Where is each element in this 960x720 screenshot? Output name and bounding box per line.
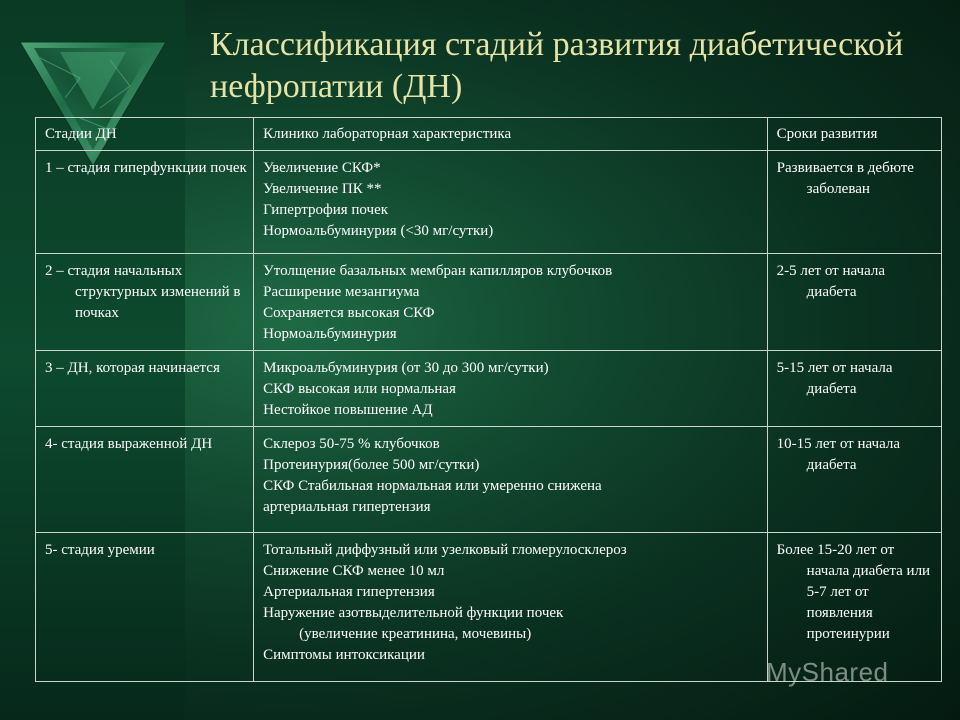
header-stages: Стадии ДН	[36, 118, 254, 151]
timing-cell: 10-15 лет от начала диабета	[767, 427, 941, 533]
timing-cell: Более 15-20 лет от начала диабета или 5-7 лет от появления протеинурии	[767, 533, 941, 682]
stage-cell: 2 – стадия начальных структурных изменений в почках	[36, 254, 254, 351]
table-row	[36, 151, 942, 254]
table-row	[36, 427, 942, 533]
stage-cell: 5- стадия уремии	[36, 533, 254, 682]
timing-cell: 2-5 лет от начала диабета	[767, 254, 941, 351]
header-characteristics: Клинико лабораторная характеристика	[254, 118, 768, 151]
stages-table	[35, 117, 942, 682]
table-row	[36, 351, 942, 427]
timing-cell: Развивается в дебюте заболеван	[767, 151, 941, 254]
characteristics-cell: Тотальный диффузный или узелковый гломерулосклероз Снижение СКФ менее 10 мл Артериальная гипертензия Наружение азотвыделительной функции почек (увеличение креатинина, мочевины) Симптомы интоксикации	[254, 533, 768, 682]
stage-cell: 3 – ДН, которая начинается	[36, 351, 254, 427]
timing-cell: 5-15 лет от начала диабета	[767, 351, 941, 427]
characteristics-cell: Склероз 50-75 % клубочков Протеинурия(более 500 мг/сутки) СКФ Стабильная нормальная или умеренно снижена артериальная гипертензия	[254, 427, 768, 533]
table-header-row	[36, 118, 942, 151]
slide-title: Классификация стадий развития диабетической нефропатии (ДН)	[210, 26, 904, 105]
table-row	[36, 254, 942, 351]
characteristics-cell: Утолщение базальных мембран капилляров клубочков Расширение мезангиума Сохраняется высокая СКФ Нормоальбуминурия	[254, 254, 768, 351]
characteristics-cell: Увеличение СКФ* Увеличение ПК ** Гипертрофия почек Нормоальбуминурия (<30 мг/сутки)	[254, 151, 768, 254]
characteristics-cell: Микроальбуминурия (от 30 до 300 мг/сутки) СКФ высокая или нормальная Нестойкое повышение АД	[254, 351, 768, 427]
header-timing: Сроки развития	[767, 118, 941, 151]
watermark-logo: MyShared	[766, 657, 889, 687]
stage-cell: 1 – стадия гиперфункции почек	[36, 151, 254, 254]
stage-cell: 4- стадия выраженной ДН	[36, 427, 254, 533]
